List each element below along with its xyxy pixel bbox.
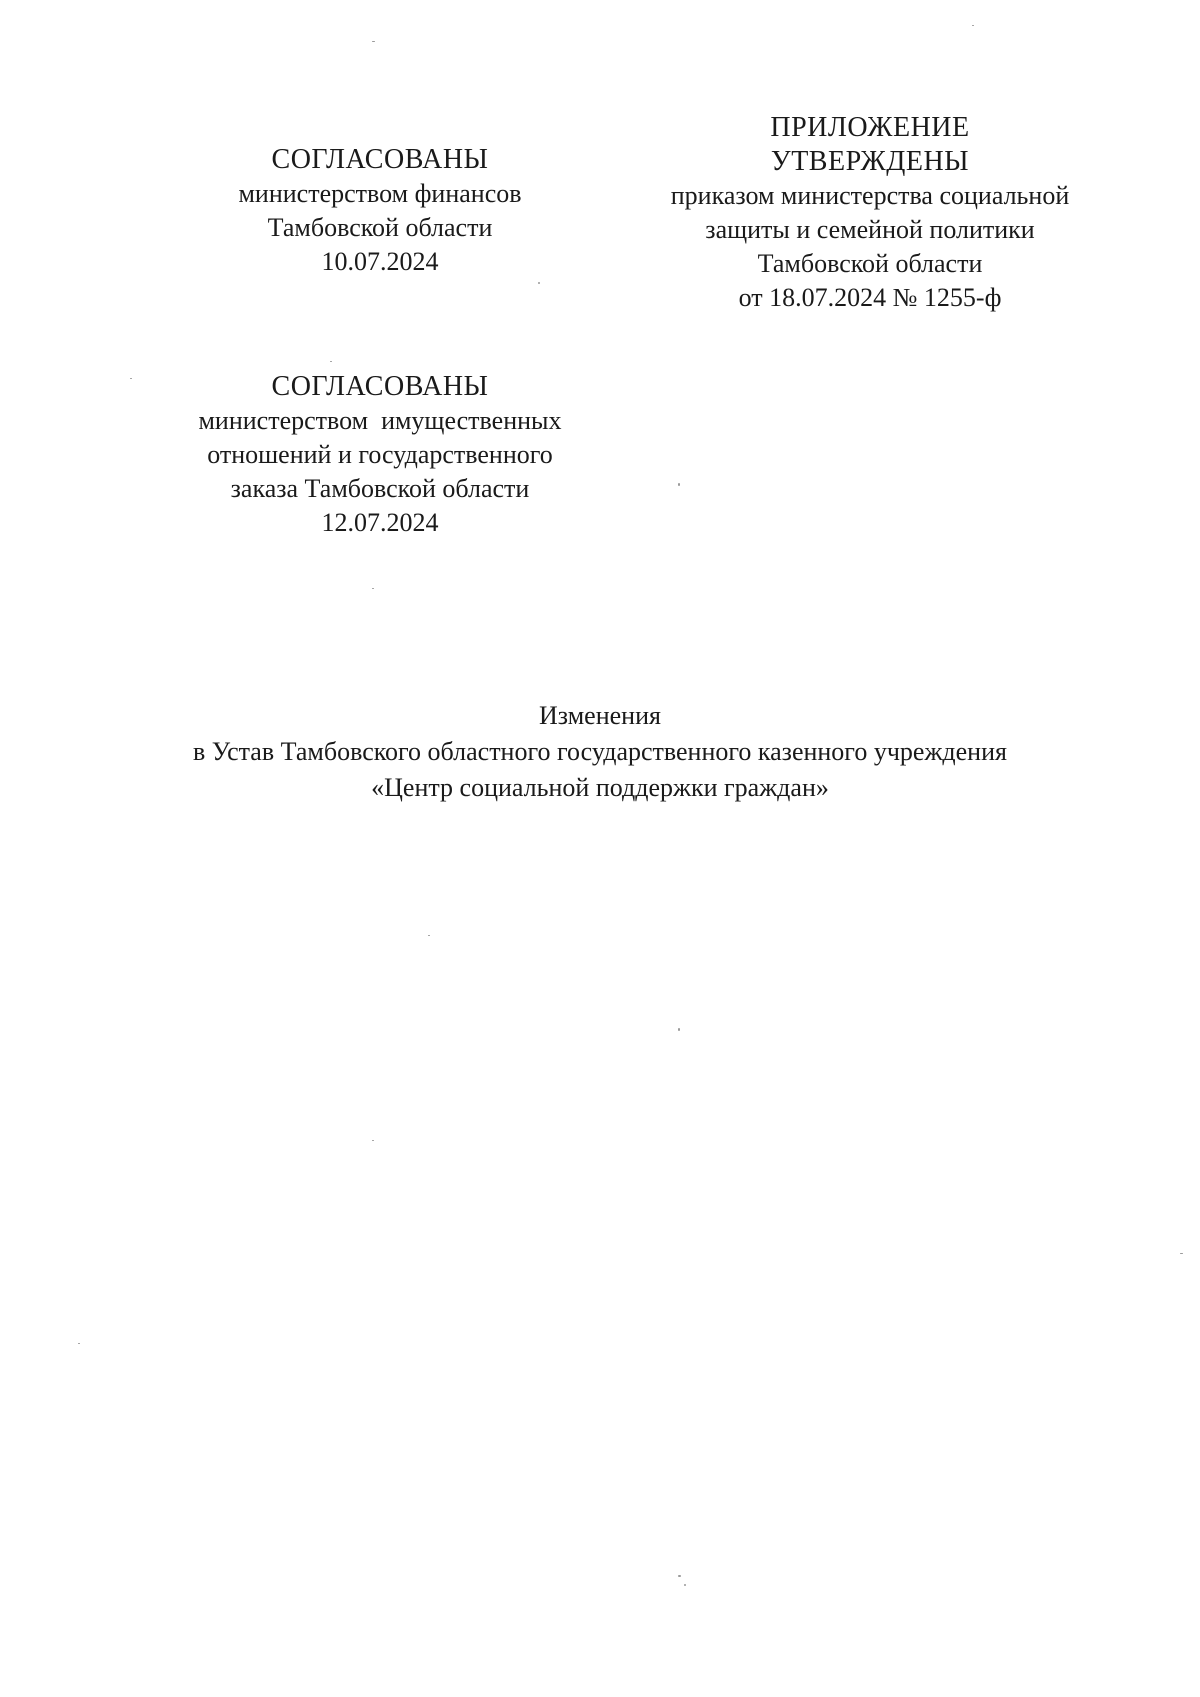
approved-stamp <box>640 111 1100 315</box>
scan-speck <box>678 1028 680 1031</box>
scan-speck <box>972 25 974 26</box>
agreed-property-line: заказа Тамбовской области <box>230 474 530 503</box>
scan-speck <box>130 378 132 379</box>
agreed-finance-heading: СОГЛАСОВАНЫ <box>271 144 489 175</box>
approved-order-number: от 18.07.2024 № 1255-ф <box>738 283 1002 312</box>
agreed-finance-stamp <box>200 143 560 279</box>
agreed-finance-date: 10.07.2024 <box>321 247 439 276</box>
agreed-property-line: министерством имущественных <box>198 406 562 435</box>
appendix-label: ПРИЛОЖЕНИЕ <box>770 112 970 143</box>
title-line: в Устав Тамбовского областного государственного казенного учреждения <box>193 737 1007 766</box>
approved-line: защиты и семейной политики <box>705 215 1035 244</box>
approved-heading: УТВЕРЖДЕНЫ <box>770 146 970 177</box>
agreed-finance-line: Тамбовской области <box>267 213 493 242</box>
scan-speck <box>538 282 540 284</box>
scan-speck <box>684 1584 686 1586</box>
agreed-property-heading: СОГЛАСОВАНЫ <box>271 371 489 402</box>
approved-line: приказом министерства социальной <box>670 181 1070 210</box>
agreed-property-date: 12.07.2024 <box>321 508 439 537</box>
scan-speck <box>372 588 374 589</box>
scan-speck <box>1180 1253 1183 1254</box>
scan-speck <box>330 361 332 362</box>
document-title <box>100 698 1100 806</box>
agreed-finance-line: министерством финансов <box>238 179 522 208</box>
scan-speck <box>678 1575 681 1577</box>
agreed-property-line: отношений и государственного <box>207 440 553 469</box>
scan-speck <box>78 1343 80 1344</box>
agreed-property-stamp <box>170 370 590 540</box>
title-line: «Центр социальной поддержки граждан» <box>371 773 829 802</box>
scan-speck <box>372 1140 374 1141</box>
scan-speck <box>372 41 375 42</box>
approved-line: Тамбовской области <box>757 249 983 278</box>
scan-speck <box>678 483 680 486</box>
scan-speck <box>428 935 430 936</box>
title-line: Изменения <box>539 701 661 730</box>
